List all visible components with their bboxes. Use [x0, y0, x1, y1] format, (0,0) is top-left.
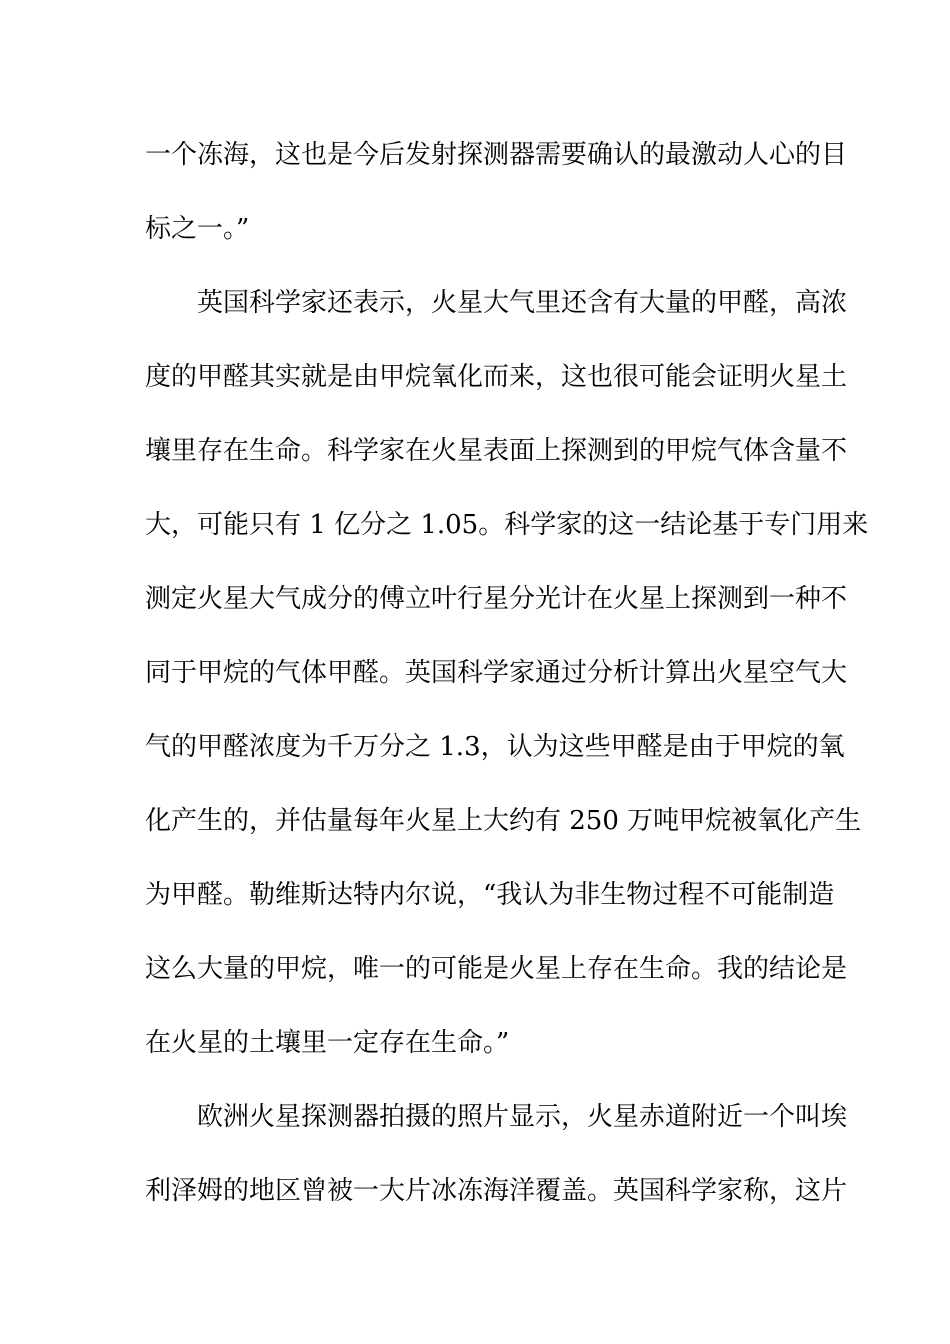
text-line-5: 壤里存在生命。科学家在火星表面上探测到的甲烷气体含量不 — [145, 436, 848, 466]
text-line-3: 英国科学家还表示，火星大气里还含有大量的甲醛，高浓 — [197, 288, 848, 318]
text-line-6: 大，可能只有 1 亿分之 1.05。科学家的这一结论基于专门用来 — [145, 510, 869, 540]
text-line-8: 同于甲烷的气体甲醛。英国科学家通过分析计算出火星空气大 — [145, 658, 848, 688]
text-line-13: 在火星的土壤里一定存在生命。” — [145, 1028, 510, 1058]
text-line-2: 标之一。” — [145, 214, 250, 244]
text-line-15: 利泽姆的地区曾被一大片冰冻海洋覆盖。英国科学家称，这片 — [145, 1176, 848, 1206]
text-line-12: 这么大量的甲烷，唯一的可能是火星上存在生命。我的结论是 — [145, 954, 848, 984]
text-line-9: 气的甲醛浓度为千万分之 1.3，认为这些甲醛是由于甲烷的氧 — [145, 732, 845, 762]
text-line-1: 一个冻海，这也是今后发射探测器需要确认的最激动人心的目 — [145, 140, 848, 170]
text-line-7: 测定火星大气成分的傅立叶行星分光计在火星上探测到一种不 — [145, 584, 848, 614]
text-line-10: 化产生的，并估量每年火星上大约有 250 万吨甲烷被氧化产生 — [145, 806, 862, 836]
text-line-4: 度的甲醛其实就是由甲烷氧化而来，这也很可能会证明火星土 — [145, 362, 848, 392]
text-line-11: 为甲醛。勒维斯达特内尔说，“我认为非生物过程不可能制造 — [145, 880, 835, 910]
text-line-14: 欧洲火星探测器拍摄的照片显示，火星赤道附近一个叫埃 — [197, 1102, 848, 1132]
